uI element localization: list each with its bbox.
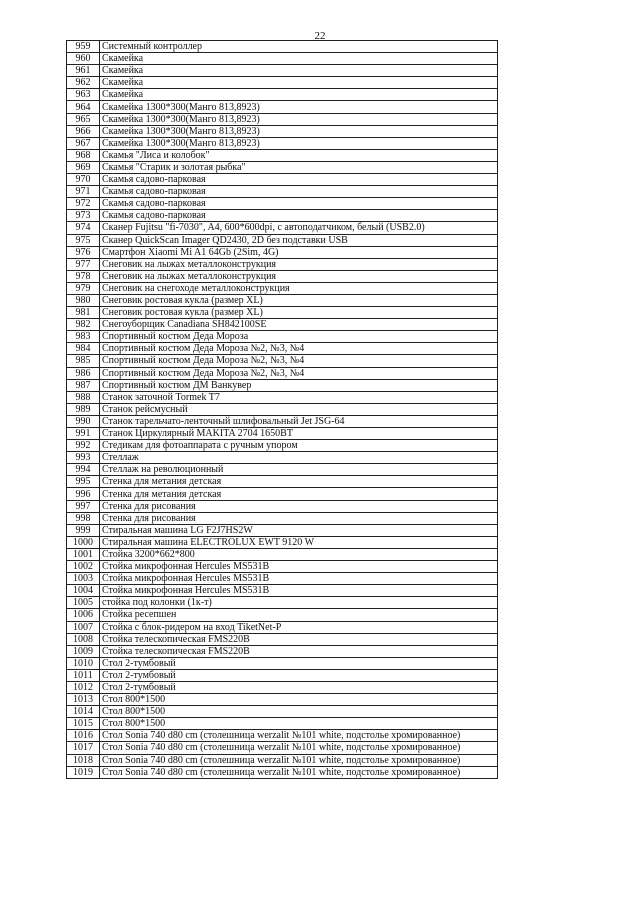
item-name-cell: Спортивный костюм Деда Мороза №2, №3, №4 bbox=[100, 355, 498, 367]
table-row bbox=[67, 246, 498, 258]
row-number-cell: 996 bbox=[67, 488, 100, 500]
item-name-cell: Стол 2-тумбовый bbox=[100, 681, 498, 693]
row-number-cell: 971 bbox=[67, 186, 100, 198]
table-row bbox=[67, 234, 498, 246]
item-name-cell: Спортивный костюм Деда Мороза №2, №3, №4 bbox=[100, 367, 498, 379]
row-number-cell: 968 bbox=[67, 149, 100, 161]
item-name-cell: Стол Sonia 740 d80 cm (столешница werzalit №101 white, подстолье хромированное) bbox=[100, 742, 498, 754]
item-name-cell: Скамейка 1300*300(Манго 813,8923) bbox=[100, 125, 498, 137]
item-name-cell: Стиральная машина ELECTROLUX EWT 9120 W bbox=[100, 536, 498, 548]
row-number-cell: 978 bbox=[67, 270, 100, 282]
table-row bbox=[67, 742, 498, 754]
table-row bbox=[67, 633, 498, 645]
item-name-cell: Смартфон Xiaomi Mi A1 64Gb (2Sim, 4G) bbox=[100, 246, 498, 258]
table-row bbox=[67, 258, 498, 270]
item-name-cell: Скамья садово-парковая bbox=[100, 186, 498, 198]
table-row bbox=[67, 113, 498, 125]
item-name-cell: Скамья садово-парковая bbox=[100, 198, 498, 210]
item-name-cell: Скамья садово-парковая bbox=[100, 210, 498, 222]
row-number-cell: 962 bbox=[67, 77, 100, 89]
table-row bbox=[67, 101, 498, 113]
row-number-cell: 1002 bbox=[67, 561, 100, 573]
row-number-cell: 1003 bbox=[67, 573, 100, 585]
item-name-cell: Станок Циркулярный MAKITA 2704 1650BT bbox=[100, 428, 498, 440]
table-row bbox=[67, 669, 498, 681]
row-number-cell: 973 bbox=[67, 210, 100, 222]
table-row bbox=[67, 403, 498, 415]
table-row bbox=[67, 464, 498, 476]
table-row bbox=[67, 222, 498, 234]
item-name-cell: Снеговик на лыжах металлоконструкция bbox=[100, 270, 498, 282]
table-row bbox=[67, 440, 498, 452]
table-row bbox=[67, 645, 498, 657]
row-number-cell: 1019 bbox=[67, 766, 100, 778]
row-number-cell: 1015 bbox=[67, 718, 100, 730]
item-name-cell: Сканер Fujitsu "fi-7030", A4, 600*600dpi, с автоподатчиком, белый (USB2.0) bbox=[100, 222, 498, 234]
item-name-cell: Скамейка bbox=[100, 65, 498, 77]
row-number-cell: 981 bbox=[67, 307, 100, 319]
item-name-cell: Стедикам для фотоаппарата с ручным упором bbox=[100, 440, 498, 452]
row-number-cell: 1014 bbox=[67, 706, 100, 718]
item-name-cell: Спортивный костюм Деда Мороза bbox=[100, 331, 498, 343]
item-name-cell: Стол 2-тумбовый bbox=[100, 669, 498, 681]
row-number-cell: 999 bbox=[67, 524, 100, 536]
table-row bbox=[67, 621, 498, 633]
item-name-cell: Стенка для рисования bbox=[100, 512, 498, 524]
row-number-cell: 972 bbox=[67, 198, 100, 210]
table-row bbox=[67, 210, 498, 222]
item-name-cell: Стойка микрофонная Hercules MS531B bbox=[100, 585, 498, 597]
item-name-cell: Стиральная машина LG F2J7HS2W bbox=[100, 524, 498, 536]
table-row bbox=[67, 730, 498, 742]
row-number-cell: 966 bbox=[67, 125, 100, 137]
item-name-cell: Стойка микрофонная Hercules MS531B bbox=[100, 573, 498, 585]
item-name-cell: Снеговик ростовая кукла (размер XL) bbox=[100, 307, 498, 319]
row-number-cell: 985 bbox=[67, 355, 100, 367]
row-number-cell: 1004 bbox=[67, 585, 100, 597]
item-name-cell: Скамейка 1300*300(Манго 813,8923) bbox=[100, 137, 498, 149]
row-number-cell: 982 bbox=[67, 319, 100, 331]
item-name-cell: Стойка ресепшен bbox=[100, 609, 498, 621]
item-name-cell: Стенка для рисования bbox=[100, 500, 498, 512]
row-number-cell: 1011 bbox=[67, 669, 100, 681]
table-row bbox=[67, 77, 498, 89]
table-row bbox=[67, 41, 498, 53]
row-number-cell: 964 bbox=[67, 101, 100, 113]
row-number-cell: 963 bbox=[67, 89, 100, 101]
item-name-cell: Спортивный костюм ДМ Ванкувер bbox=[100, 379, 498, 391]
row-number-cell: 1012 bbox=[67, 681, 100, 693]
row-number-cell: 994 bbox=[67, 464, 100, 476]
table-row bbox=[67, 548, 498, 560]
table-row bbox=[67, 609, 498, 621]
table-row bbox=[67, 282, 498, 294]
table-row bbox=[67, 331, 498, 343]
table-row bbox=[67, 174, 498, 186]
row-number-cell: 967 bbox=[67, 137, 100, 149]
row-number-cell: 1000 bbox=[67, 536, 100, 548]
table-row bbox=[67, 65, 498, 77]
table-row bbox=[67, 476, 498, 488]
table-row bbox=[67, 137, 498, 149]
table-row bbox=[67, 367, 498, 379]
item-name-cell: Скамья садово-парковая bbox=[100, 174, 498, 186]
row-number-cell: 1018 bbox=[67, 754, 100, 766]
table-row bbox=[67, 573, 498, 585]
table-row bbox=[67, 294, 498, 306]
table-row bbox=[67, 585, 498, 597]
row-number-cell: 986 bbox=[67, 367, 100, 379]
item-name-cell: стойка под колонки (1к-т) bbox=[100, 597, 498, 609]
item-name-cell: Стойка микрофонная Hercules MS531B bbox=[100, 561, 498, 573]
item-name-cell: Станок тарельчато-ленточный шлифовальный Jet JSG-64 bbox=[100, 415, 498, 427]
table-row bbox=[67, 488, 498, 500]
table-row bbox=[67, 428, 498, 440]
table-row bbox=[67, 319, 498, 331]
table-row bbox=[67, 657, 498, 669]
item-name-cell: Снеговик ростовая кукла (размер XL) bbox=[100, 294, 498, 306]
table-row bbox=[67, 597, 498, 609]
item-name-cell: Стенка для метания детская bbox=[100, 488, 498, 500]
table-row bbox=[67, 536, 498, 548]
row-number-cell: 988 bbox=[67, 391, 100, 403]
row-number-cell: 1006 bbox=[67, 609, 100, 621]
item-name-cell: Спортивный костюм Деда Мороза №2, №3, №4 bbox=[100, 343, 498, 355]
row-number-cell: 998 bbox=[67, 512, 100, 524]
item-name-cell: Стенка для метания детская bbox=[100, 476, 498, 488]
row-number-cell: 989 bbox=[67, 403, 100, 415]
item-name-cell: Стойка телескопическая FMS220B bbox=[100, 633, 498, 645]
row-number-cell: 980 bbox=[67, 294, 100, 306]
table-row bbox=[67, 500, 498, 512]
row-number-cell: 1017 bbox=[67, 742, 100, 754]
row-number-cell: 974 bbox=[67, 222, 100, 234]
item-name-cell: Сканер QuickScan Imager QD2430, 2D без подставки USB bbox=[100, 234, 498, 246]
row-number-cell: 977 bbox=[67, 258, 100, 270]
item-name-cell: Снеговик на снегоходе металлоконструкция bbox=[100, 282, 498, 294]
item-name-cell: Стол Sonia 740 d80 cm (столешница werzalit №101 white, подстолье хромированное) bbox=[100, 766, 498, 778]
row-number-cell: 1009 bbox=[67, 645, 100, 657]
row-number-cell: 1010 bbox=[67, 657, 100, 669]
item-name-cell: Стол Sonia 740 d80 cm (столешница werzalit №101 white, подстолье хромированное) bbox=[100, 730, 498, 742]
table-row bbox=[67, 307, 498, 319]
table-row bbox=[67, 355, 498, 367]
item-name-cell: Стол 2-тумбовый bbox=[100, 657, 498, 669]
row-number-cell: 983 bbox=[67, 331, 100, 343]
item-name-cell: Системный контроллер bbox=[100, 41, 498, 53]
item-name-cell: Снегоуборщик Canadiana SH842100SE bbox=[100, 319, 498, 331]
table-row bbox=[67, 561, 498, 573]
item-name-cell: Стеллаж на революционный bbox=[100, 464, 498, 476]
row-number-cell: 961 bbox=[67, 65, 100, 77]
table-row bbox=[67, 343, 498, 355]
table-row bbox=[67, 706, 498, 718]
row-number-cell: 979 bbox=[67, 282, 100, 294]
item-name-cell: Скамья "Старик и золотая рыбка" bbox=[100, 161, 498, 173]
row-number-cell: 995 bbox=[67, 476, 100, 488]
item-name-cell: Стойка телескопическая FMS220B bbox=[100, 645, 498, 657]
table-row bbox=[67, 766, 498, 778]
row-number-cell: 991 bbox=[67, 428, 100, 440]
table-row bbox=[67, 524, 498, 536]
table-row bbox=[67, 53, 498, 65]
row-number-cell: 1005 bbox=[67, 597, 100, 609]
item-name-cell: Снеговик на лыжах металлоконструкция bbox=[100, 258, 498, 270]
inventory-table bbox=[66, 40, 498, 779]
row-number-cell: 976 bbox=[67, 246, 100, 258]
table-row bbox=[67, 512, 498, 524]
row-number-cell: 1001 bbox=[67, 548, 100, 560]
item-name-cell: Скамейка bbox=[100, 89, 498, 101]
row-number-cell: 990 bbox=[67, 415, 100, 427]
item-name-cell: Стол 800*1500 bbox=[100, 706, 498, 718]
item-name-cell: Скамья "Лиса и колобок" bbox=[100, 149, 498, 161]
item-name-cell: Скамейка bbox=[100, 77, 498, 89]
table-row bbox=[67, 186, 498, 198]
item-name-cell: Стеллаж bbox=[100, 452, 498, 464]
table-row bbox=[67, 125, 498, 137]
table-row bbox=[67, 379, 498, 391]
row-number-cell: 1016 bbox=[67, 730, 100, 742]
table-row bbox=[67, 694, 498, 706]
row-number-cell: 970 bbox=[67, 174, 100, 186]
item-name-cell: Стойка с блок-ридером на вход TiketNet-P bbox=[100, 621, 498, 633]
table-row bbox=[67, 415, 498, 427]
row-number-cell: 965 bbox=[67, 113, 100, 125]
table-row bbox=[67, 89, 498, 101]
row-number-cell: 975 bbox=[67, 234, 100, 246]
row-number-cell: 1013 bbox=[67, 694, 100, 706]
item-name-cell: Станок рейсмусный bbox=[100, 403, 498, 415]
item-name-cell: Скамейка bbox=[100, 53, 498, 65]
inventory-table-body bbox=[67, 41, 498, 779]
table-row bbox=[67, 198, 498, 210]
row-number-cell: 1007 bbox=[67, 621, 100, 633]
row-number-cell: 1008 bbox=[67, 633, 100, 645]
item-name-cell: Стойка 3200*662*800 bbox=[100, 548, 498, 560]
item-name-cell: Стол Sonia 740 d80 cm (столешница werzalit №101 white, подстолье хромированное) bbox=[100, 754, 498, 766]
row-number-cell: 960 bbox=[67, 53, 100, 65]
item-name-cell: Станок заточной Tormek T7 bbox=[100, 391, 498, 403]
row-number-cell: 959 bbox=[67, 41, 100, 53]
row-number-cell: 984 bbox=[67, 343, 100, 355]
table-row bbox=[67, 754, 498, 766]
page-number: 22 bbox=[314, 30, 326, 42]
table-row bbox=[67, 718, 498, 730]
table-row bbox=[67, 149, 498, 161]
item-name-cell: Стол 800*1500 bbox=[100, 718, 498, 730]
row-number-cell: 993 bbox=[67, 452, 100, 464]
table-row bbox=[67, 681, 498, 693]
row-number-cell: 969 bbox=[67, 161, 100, 173]
table-row bbox=[67, 391, 498, 403]
table-row bbox=[67, 270, 498, 282]
row-number-cell: 992 bbox=[67, 440, 100, 452]
item-name-cell: Стол 800*1500 bbox=[100, 694, 498, 706]
row-number-cell: 987 bbox=[67, 379, 100, 391]
item-name-cell: Скамейка 1300*300(Манго 813,8923) bbox=[100, 113, 498, 125]
table-row bbox=[67, 452, 498, 464]
table-row bbox=[67, 161, 498, 173]
row-number-cell: 997 bbox=[67, 500, 100, 512]
item-name-cell: Скамейка 1300*300(Манго 813,8923) bbox=[100, 101, 498, 113]
